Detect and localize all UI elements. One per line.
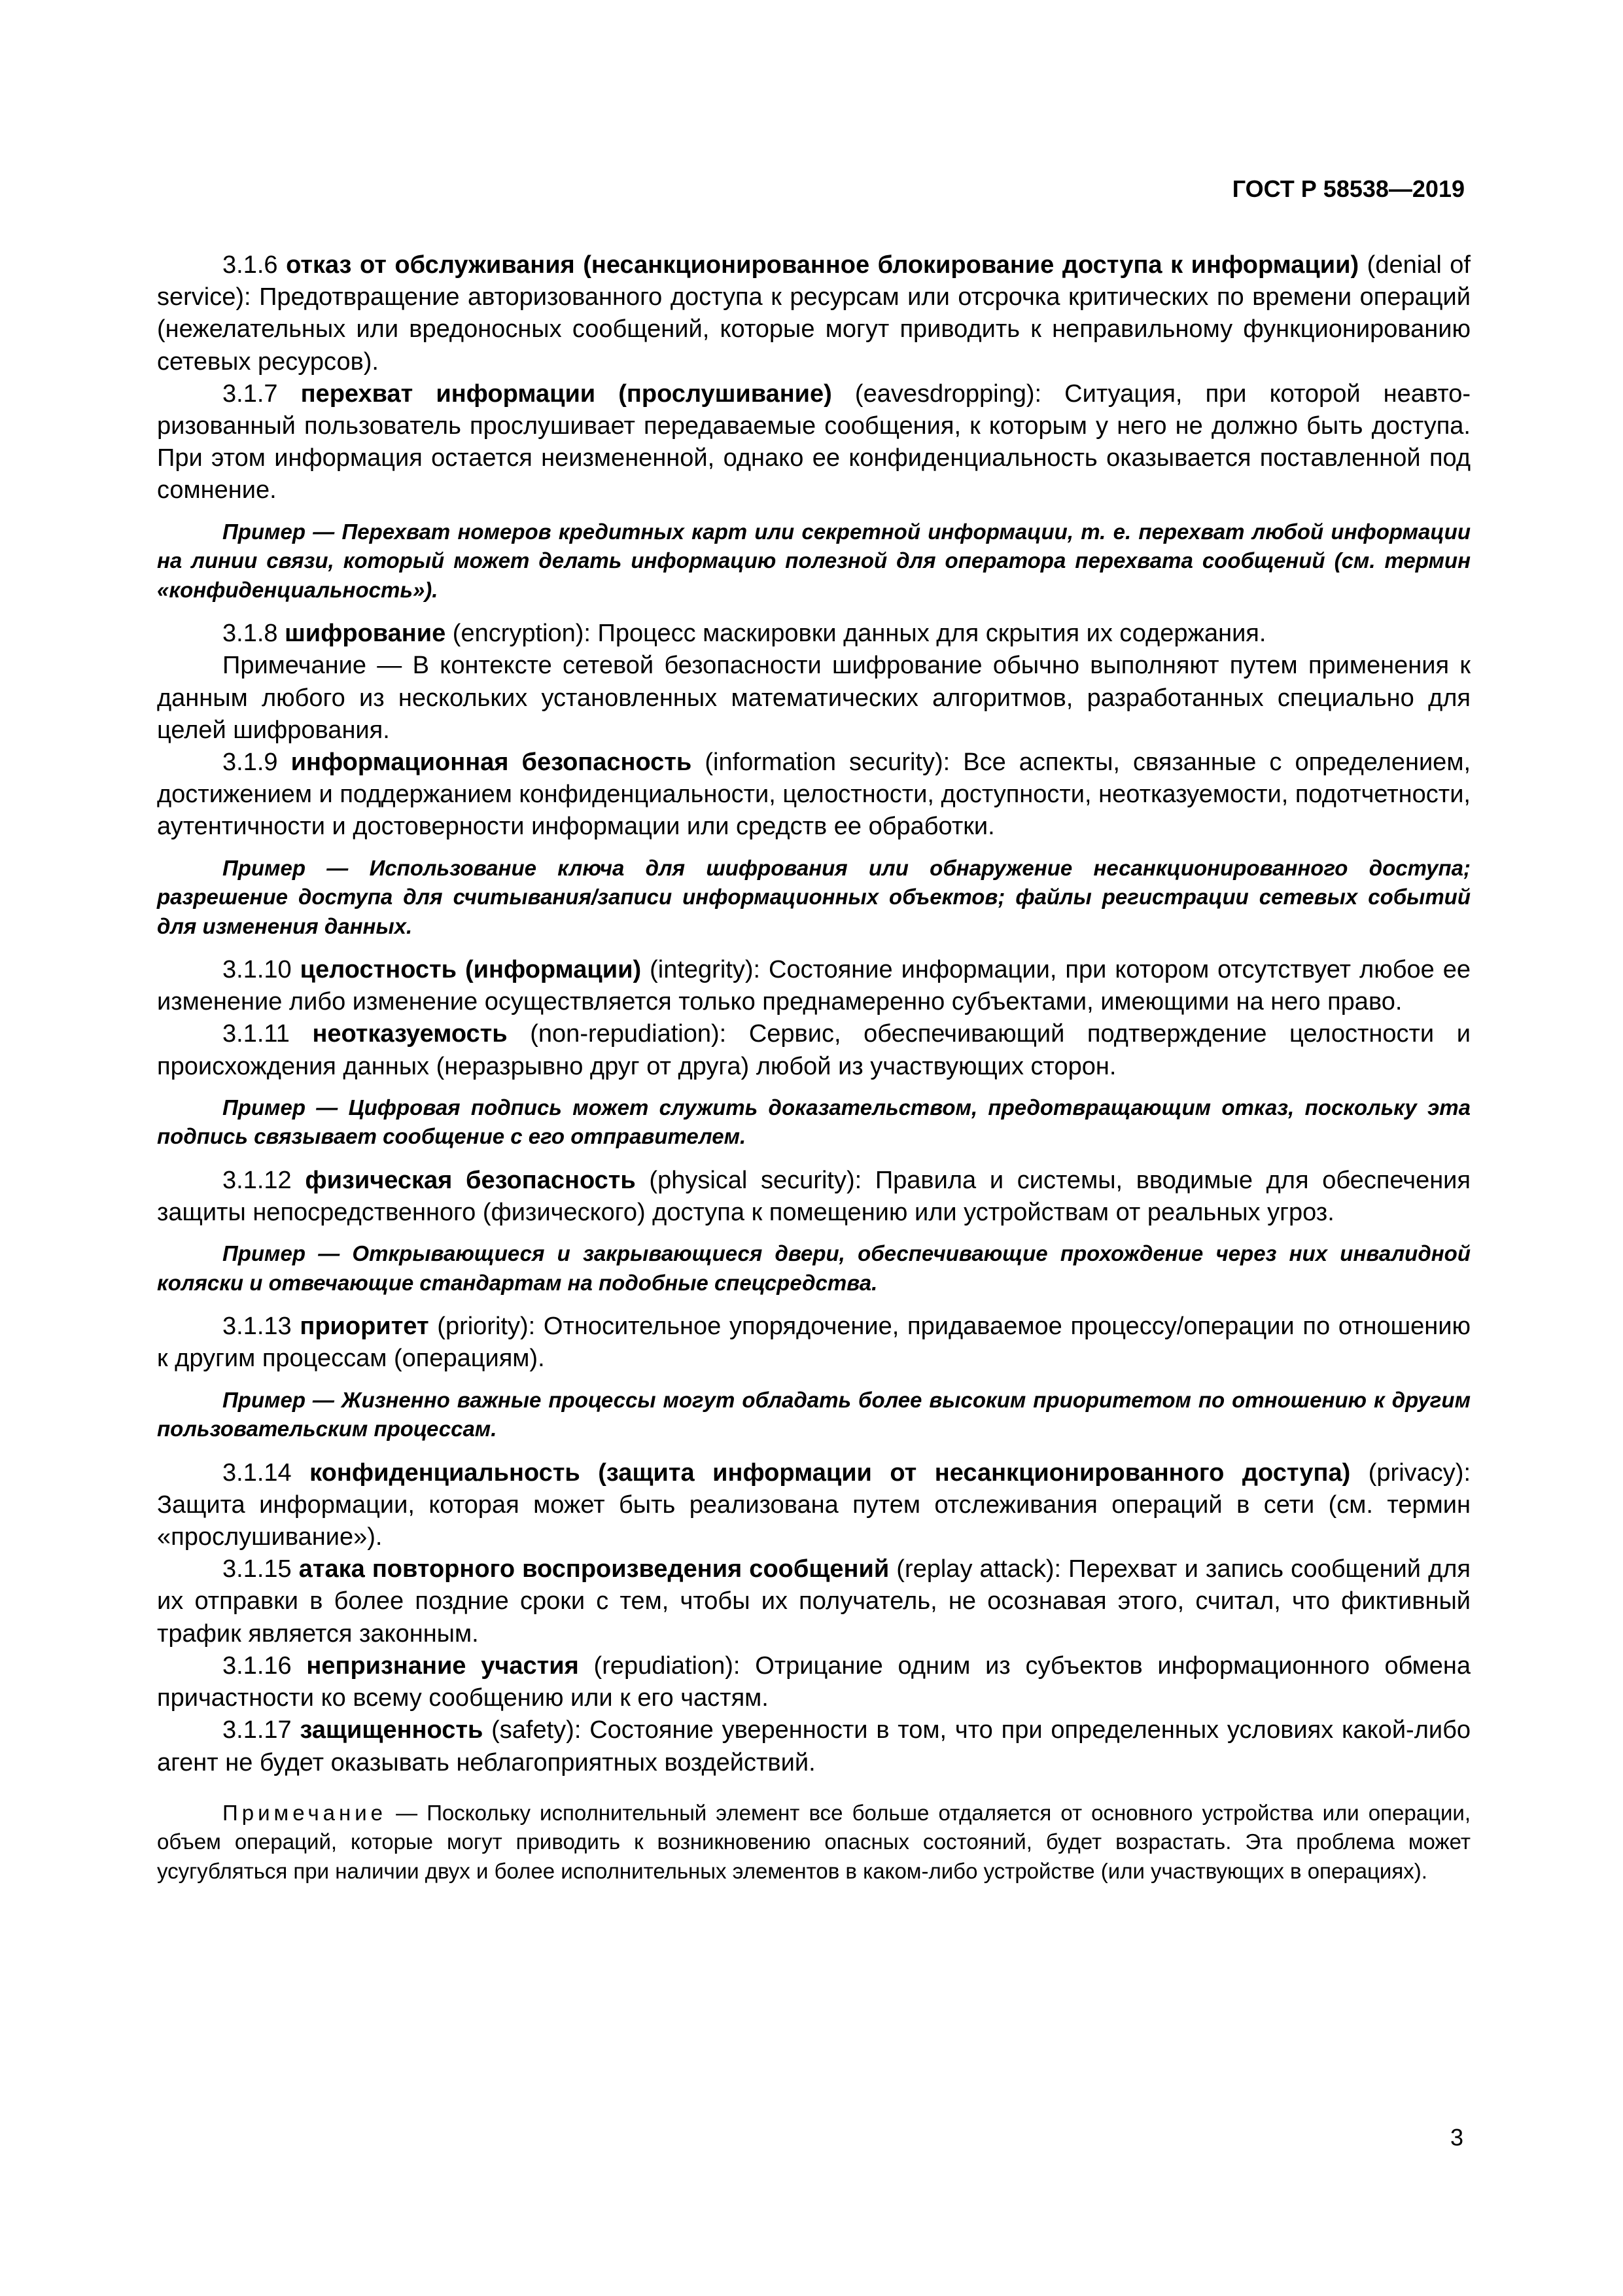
- term-title: информационная безопасность: [290, 748, 692, 776]
- term-3-1-8: [157, 618, 1471, 650]
- term-3-1-11: [157, 1018, 1471, 1082]
- example-3-1-11: Пример — Цифровая подпись может служить доказательством, предотвращающим отказ, поскольку эта подпись связывает сообщение с его отправителем.: [157, 1095, 1471, 1149]
- term-number: 3.1.13: [222, 1313, 300, 1341]
- term-definition: (physical security): Правила и системы, вводимые для обеспечения защиты непосредственного (физического) доступа к помещению или устройствам от реальных угроз.: [157, 1166, 1471, 1227]
- example-3-1-7: Пример — Перехват номеров кредитных карт или секретной информации, т. е. перехват любой информации на линии связи, который может делать информацию полезной для оператора перехвата сообщений (см. термин «конфиденциальность»).: [157, 519, 1471, 602]
- term-definition: (non-repudiation): Сервис, обеспечивающий подтверждение целостности и происхождения данных (неразрывно друг от друга) любой из участвующих сторон.: [157, 1020, 1471, 1080]
- term-number: 3.1.16: [222, 1651, 307, 1680]
- term-number: 3.1.6: [222, 251, 287, 279]
- term-definition: (priority): Относительное упорядочение, придаваемое процессу/операции по отношению к другим процессам (операциям).: [157, 1313, 1471, 1373]
- term-definition: (privacy): Защита информации, которая может быть реализована путем отслеживания операций в сети (см. термин «прослушивание»).: [157, 1458, 1471, 1551]
- term-3-1-10: [157, 954, 1471, 1018]
- term-3-1-16: [157, 1650, 1471, 1714]
- term-title: непризнание участия: [306, 1651, 579, 1680]
- term-definition: (safety): Состояние уверенности в том, что при определенных условиях какой-либо агент не будет оказывать неблагоприятных воздействий.: [157, 1716, 1471, 1776]
- term-title: перехват информации (прослушивание): [300, 380, 832, 408]
- document-body: [157, 249, 1471, 1886]
- term-title: приоритет: [300, 1313, 429, 1341]
- term-title: шифрование: [285, 620, 446, 648]
- note-3-1-8: Примечание — В контексте сетевой безопасности шифрование обычно выполняют путем применения к данным любого из нескольких установленных математических алгоритмов, разработанных специально для целей шифрования.: [157, 652, 1471, 744]
- term-3-1-17: [157, 1714, 1471, 1778]
- term-title: отказ от обслуживания (несанкционированное блокирование доступа к информации): [286, 251, 1359, 279]
- term-number: 3.1.15: [222, 1555, 299, 1583]
- term-number: 3.1.14: [222, 1458, 310, 1487]
- term-number: 3.1.11: [222, 1020, 313, 1048]
- term-definition: (replay attack): Перехват и запись сообщений для их отправки в более поздние сроки с тем, чтобы их получатель, не осознавая этого, считал, что фиктивный трафик является законным.: [157, 1555, 1471, 1648]
- term-title: целостность (информации): [300, 956, 642, 984]
- note-text: — Поскольку исполнительный элемент все больше отдаляется от основного устройства или операции, объем операций, которые могут приводить к возникновению опасных состояний, будет возрастать. Эта проблема может усугубляться при наличии двух и более исполнительных элементов в каком-либо устройстве (или участвующих в операциях).: [157, 1800, 1471, 1883]
- example-3-1-12: Пример — Открывающиеся и закрывающиеся двери, обеспечивающие прохождение через них инвалидной коляски и отвечающие стандартам на подобные спецсредства.: [157, 1241, 1471, 1295]
- term-number: 3.1.8: [222, 620, 285, 648]
- term-title: защищенность: [300, 1716, 483, 1744]
- term-number: 3.1.17: [222, 1716, 300, 1744]
- term-title: неотказуемость: [312, 1020, 508, 1048]
- term-3-1-14: [157, 1457, 1471, 1554]
- term-number: 3.1.12: [222, 1166, 305, 1194]
- standard-designation: ГОСТ Р 58538—2019: [1232, 175, 1465, 202]
- term-number: 3.1.7: [222, 380, 301, 408]
- term-3-1-13: [157, 1311, 1471, 1375]
- term-title: конфиденциальность (защита информации от несанкционированного доступа): [309, 1458, 1351, 1487]
- term-definition: (denial of service): Предотвращение авторизованного доступа к ресурсам или отсрочка критических по времени операций (нежелательных или вредоносных сообщений, которые могут приводить к неправильному функционированию сетевых ресурсов).: [157, 251, 1471, 376]
- term-definition: (encryption): Процесс маскировки данных для скрытия их содержания.: [445, 620, 1266, 648]
- term-3-1-9: [157, 747, 1471, 843]
- term-number: 3.1.10: [222, 956, 300, 984]
- note-3-1-17: [157, 1799, 1471, 1886]
- term-definition: (eavesdropping): Ситуация, при которой неавторизованный пользователь прослушивает передаваемые сообщения, к которым у него не должно быть доступа. При этом информация остается неизмененной, однако ее конфиденциальность оказывается поставленной под сомнение.: [157, 380, 1471, 504]
- example-3-1-9: Пример — Использование ключа для шифрования или обнаружение несанкционированного доступа; разрешение доступа для считывания/записи информационных объектов; файлы регистрации сетевых событий для изменения данных.: [157, 855, 1471, 938]
- term-definition: (information security): Все аспекты, связанные с определением, достижением и поддержанием конфиденциальности, целостности, доступности, неотказуемости, подотчетности, аутентичности и достоверности информации или средств ее обработки.: [157, 748, 1471, 841]
- term-title: физическая безопасность: [305, 1166, 636, 1194]
- note-label: Примечание: [222, 1800, 387, 1825]
- page-number: 3: [1450, 2124, 1463, 2151]
- term-title: атака повторного воспроизведения сообщений: [298, 1555, 890, 1583]
- term-definition: (integrity): Состояние информации, при котором отсутствует любое ее изменение либо изменение осуществляется только преднамеренно субъектами, имеющими на него право.: [157, 956, 1471, 1016]
- term-3-1-6: [157, 249, 1471, 378]
- term-3-1-15: [157, 1553, 1471, 1650]
- term-definition: (repudiation): Отрицание одним из субъектов информационного обмена причастности ко всему сообщению или к его частям.: [157, 1651, 1471, 1712]
- term-3-1-7: [157, 378, 1471, 507]
- term-number: 3.1.9: [222, 748, 291, 776]
- term-3-1-12: [157, 1165, 1471, 1229]
- example-3-1-13: Пример — Жизненно важные процессы могут обладать более высоким приоритетом по отношению к другим пользовательским процессам.: [157, 1387, 1471, 1441]
